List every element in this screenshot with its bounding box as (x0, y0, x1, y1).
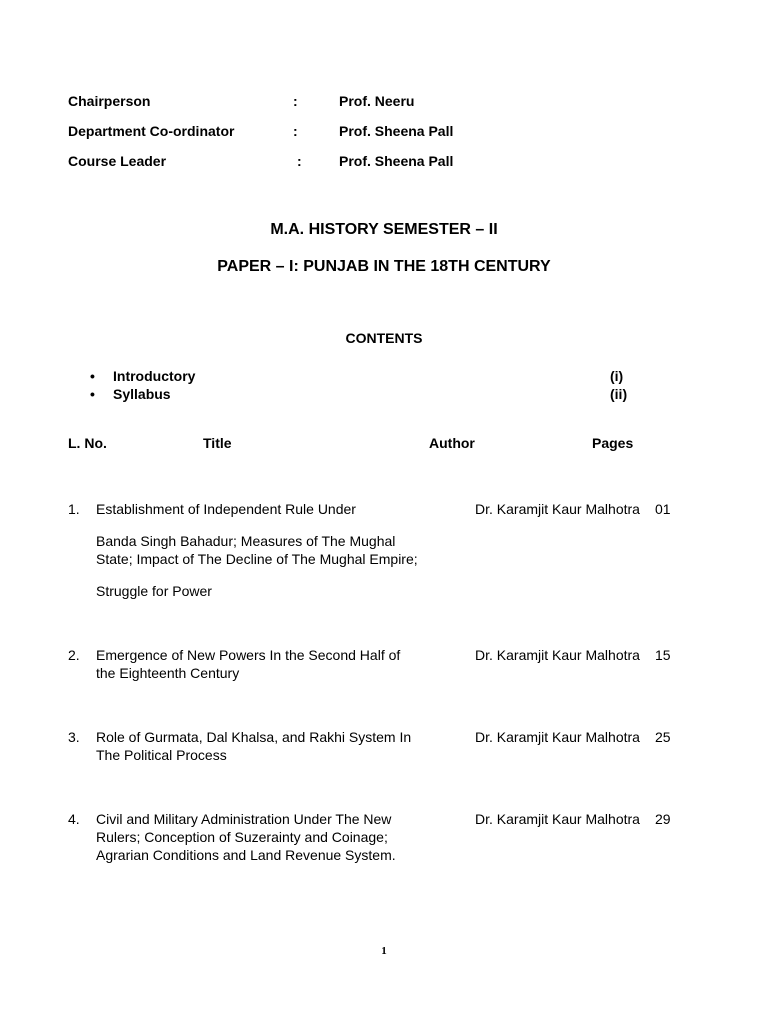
lesson-page: 15 (655, 647, 671, 663)
lesson-number: 3. (68, 729, 80, 745)
coordinator-label: Department Co-ordinator (68, 123, 235, 139)
contents-heading: CONTENTS (345, 330, 423, 346)
lesson-number: 2. (68, 647, 80, 663)
coordinator-separator: : (293, 123, 298, 139)
coordinator-value: Prof. Sheena Pall (339, 123, 454, 139)
bullet-syllabus-ref: (ii) (610, 386, 628, 402)
page-number: 1 (381, 945, 387, 957)
lesson-author: Dr. Karamjit Kaur Malhotra (475, 811, 640, 827)
bullet-dot-icon: • (90, 368, 95, 384)
bullet-syllabus: Syllabus (113, 386, 171, 402)
course-leader-value: Prof. Sheena Pall (339, 153, 454, 169)
course-leader-separator: : (297, 153, 302, 169)
column-header-pages: Pages (592, 435, 634, 451)
lesson-title: Civil and Military Administration Under The New Rulers; Conception of Suzerainty and Coinage; Agrarian Conditions and Land Revenue System. (96, 811, 396, 863)
bullet-introductory: Introductory (113, 368, 196, 384)
paper-subtitle: PAPER – I: PUNJAB IN THE 18TH CENTURY (217, 258, 551, 275)
chairperson-label: Chairperson (68, 93, 151, 109)
column-header-lno: L. No. (68, 435, 107, 451)
lesson-title-line: Struggle for Power (96, 583, 212, 599)
column-header-title: Title (203, 435, 232, 451)
course-leader-label: Course Leader (68, 153, 167, 169)
document-title: M.A. HISTORY SEMESTER – II (270, 221, 498, 238)
lesson-author: Dr. Karamjit Kaur Malhotra (475, 501, 640, 517)
lesson-page: 01 (655, 501, 671, 517)
bullet-introductory-ref: (i) (610, 368, 624, 384)
lesson-author: Dr. Karamjit Kaur Malhotra (475, 729, 640, 745)
column-header-author: Author (429, 435, 475, 451)
lesson-author: Dr. Karamjit Kaur Malhotra (475, 647, 640, 663)
lesson-title-line: Banda Singh Bahadur; Measures of The Mughal State; Impact of The Decline of The Mughal Empire; (96, 533, 418, 567)
lesson-title-line: Establishment of Independent Rule Under (96, 501, 356, 517)
lesson-page: 29 (655, 811, 671, 827)
chairperson-value: Prof. Neeru (339, 93, 415, 109)
lesson-title: Emergence of New Powers In the Second Half of the Eighteenth Century (96, 647, 401, 681)
lesson-page: 25 (655, 729, 671, 745)
lesson-title: Role of Gurmata, Dal Khalsa, and Rakhi System In The Political Process (96, 729, 412, 763)
lesson-number: 4. (68, 811, 80, 827)
bullet-dot-icon: • (90, 386, 95, 402)
chairperson-separator: : (293, 93, 298, 109)
lesson-number: 1. (68, 501, 80, 517)
